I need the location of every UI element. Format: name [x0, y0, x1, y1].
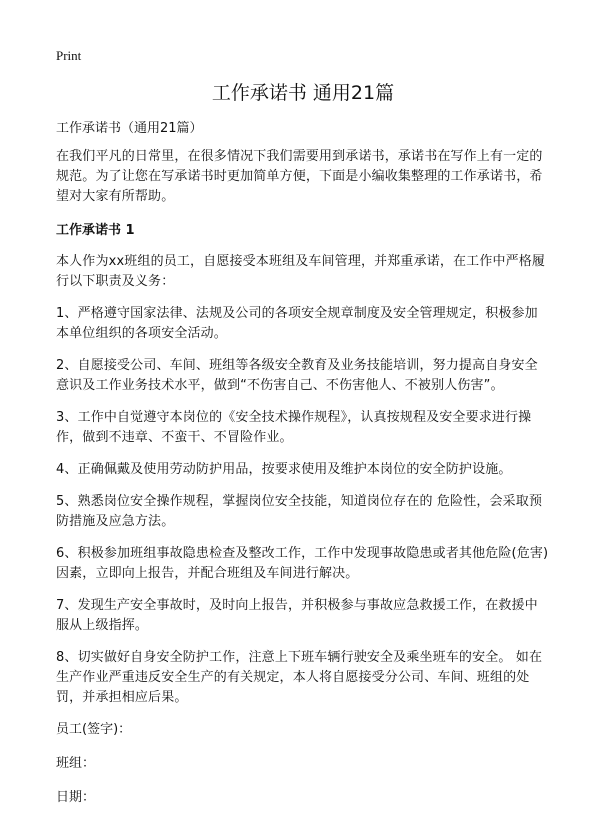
document-page [56, 48, 550, 822]
commitment-item-6: 6、积极参加班组事故隐患检查及整改工作，工作中发现事故隐患或者其他危险(危害)因素，立即向上报告，并配合班组及车间进行解决。 [56, 546, 549, 581]
commitment-item-2: 2、自愿接受公司、车间、班组等各级安全教育及业务技能培训，努力提高自身安全意识及工作业务技术水平，做到“不伤害自己、不伤害他人、不被别人伤害”。 [56, 358, 538, 393]
commitment-item-8: 8、切实做好自身安全防护工作，注意上下班车辆行驶安全及乘坐班车的安全。 如在生产作业严重违反安全生产的有关规定，本人将自愿接受分公司、车间、班组的处罚，并承担相应后果。 [56, 650, 543, 705]
commitment-item-1: 1、严格遵守国家法律、法规及公司的各项安全规章制度及安全管理规定，积极参加本单位组织的各项安全活动。 [56, 306, 538, 341]
document-title: 工作承诺书 通用21篇 [211, 82, 395, 104]
date-line: 日期： [56, 790, 96, 805]
commitment-item-5: 5、熟悉岗位安全操作规程，掌握岗位安全技能，知道岗位存在的 危险性，会采取预防措施及应急方法。 [56, 494, 543, 529]
intro-paragraph: 在我们平凡的日常里，在很多情况下我们需要用到承诺书，承诺书在写作上有一定的规范。为了让您在写承诺书时更加简单方便，下面是小编收集整理的工作承诺书，希望对大家有所帮助。 [56, 149, 543, 204]
document-subtitle: 工作承诺书（通用21篇） [56, 121, 203, 136]
section-heading: 工作承诺书 1 [56, 223, 135, 238]
commitment-list [56, 304, 550, 708]
employee-signature-line: 员工(签字)： [56, 722, 132, 737]
print-label: Print [56, 48, 82, 63]
commitment-item-7: 7、发现生产安全事故时，及时向上报告，并积极参与事故应急救援工作，在救援中服从上级指挥。 [56, 598, 538, 633]
team-line: 班组： [56, 756, 96, 771]
signature-block [56, 720, 550, 808]
commitment-item-4: 4、正确佩戴及使用劳动防护用品，按要求使用及维护本岗位的安全防护设施。 [56, 462, 512, 477]
commitment-item-3: 3、工作中自觉遵守本岗位的《安全技术操作规程》，认真按规程及安全要求进行操作，做到不违章、不蛮干、不冒险作业。 [56, 410, 532, 445]
opening-paragraph: 本人作为xx班组的员工，自愿接受本班组及车间管理，并郑重承诺，在工作中严格履行以下职责及义务： [56, 254, 546, 289]
